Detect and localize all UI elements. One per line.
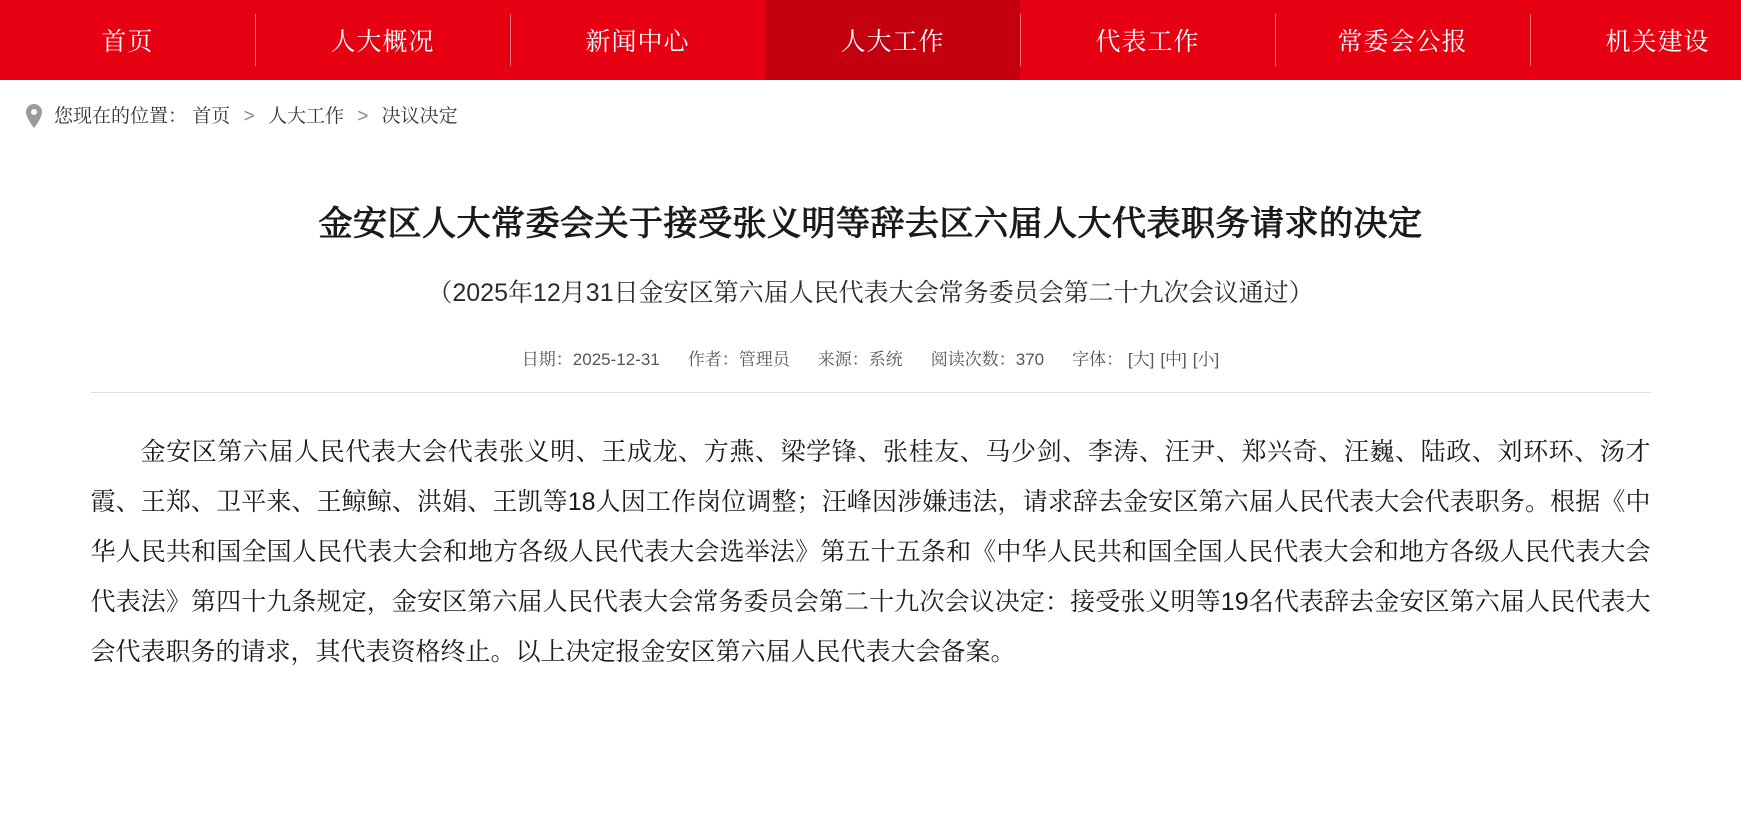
nav-item-bulletin[interactable] — [1275, 0, 1530, 80]
nav-item-deputy-work[interactable] — [1020, 0, 1275, 80]
breadcrumb-separator: > — [243, 105, 255, 127]
nav-item-label: 人大概况 — [330, 28, 435, 56]
font-size-medium-button[interactable]: [中] — [1160, 349, 1187, 369]
meta-source-value: 系统 — [868, 349, 903, 369]
article-body — [91, 427, 1651, 677]
meta-views-label: 阅读次数： — [930, 349, 1016, 369]
nav-item-overview[interactable] — [255, 0, 510, 80]
meta-fontsize — [1072, 345, 1219, 370]
meta-views — [931, 345, 1044, 370]
main-navigation — [0, 0, 1741, 80]
meta-date-value: 2025-12-31 — [572, 349, 660, 369]
page-title: 金安区人大常委会关于接受张义明等辞去区六届人大代表职务请求的决定 — [318, 205, 1423, 243]
meta-date — [522, 345, 660, 370]
meta-author-value: 管理员 — [738, 349, 790, 369]
nav-item-home[interactable] — [0, 0, 255, 80]
font-size-large-button[interactable]: [大] — [1127, 349, 1155, 369]
article-meta — [91, 345, 1651, 370]
nav-item-label: 代表工作 — [1095, 28, 1200, 56]
meta-date-label: 日期： — [521, 349, 573, 369]
meta-source-label: 来源： — [817, 349, 869, 369]
nav-item-label: 人大工作 — [840, 28, 945, 56]
nav-item-news[interactable] — [510, 0, 765, 80]
breadcrumb-separator: > — [357, 105, 369, 127]
meta-divider — [91, 392, 1651, 393]
article-subtitle: （2025年12月31日金安区第六届人民代表大会常务委员会第二十九次会议通过） — [427, 279, 1314, 308]
breadcrumb-text — [54, 107, 458, 126]
meta-views-value: 370 — [1015, 349, 1045, 369]
meta-author-label: 作者： — [687, 349, 739, 369]
nav-item-label: 新闻中心 — [585, 28, 690, 56]
meta-source — [818, 345, 903, 370]
font-size-small-button[interactable]: [小] — [1192, 349, 1220, 369]
meta-fontsize-label: 字体： — [1072, 349, 1124, 369]
font-size-controls — [1128, 345, 1219, 370]
article-container — [0, 200, 1741, 677]
nav-item-label: 机关建设 — [1605, 28, 1710, 56]
article-paragraph: 金安区第六届人民代表大会代表张义明、王成龙、方燕、梁学锋、张桂友、马少剑、李涛、汪尹、郑兴奇、汪巍、陆政、刘环环、汤才霞、王郑、卫平来、王鲸鲸、洪娟、王凯等18人因工作岗位调整；汪峰因涉嫌违法，请求辞去金安区第六届人民代表大会代表职务。根据《中华人民共和国全国人民代表大会和地方各级人民代表大会选举法》第五十五条和《中华人民共和国全国人民代表大会和地方各级人民代表大会代表法》第四十九条规定，金安区第六届人民代表大会常务委员会第二十九次会议决定：接受张义明等19名代表辞去金安区第六届人民代表大会代表职务的请求，其代表资格终止。以上决定报金安区第六届人民代表大会备案。 — [90, 437, 1651, 666]
nav-item-organ-building[interactable] — [1530, 0, 1741, 80]
meta-author — [688, 345, 790, 370]
nav-item-label: 首页 — [101, 28, 154, 56]
breadcrumb-prefix: 您现在的位置： — [54, 105, 188, 127]
breadcrumb-item-resolutions[interactable]: 决议决定 — [381, 105, 458, 127]
nav-item-label: 常委会公报 — [1337, 28, 1468, 56]
nav-item-work[interactable] — [765, 0, 1020, 80]
location-pin-icon — [24, 103, 44, 129]
breadcrumb-item-home[interactable]: 首页 — [192, 105, 231, 127]
breadcrumb-item-work[interactable]: 人大工作 — [267, 105, 344, 127]
breadcrumb — [0, 80, 1741, 152]
